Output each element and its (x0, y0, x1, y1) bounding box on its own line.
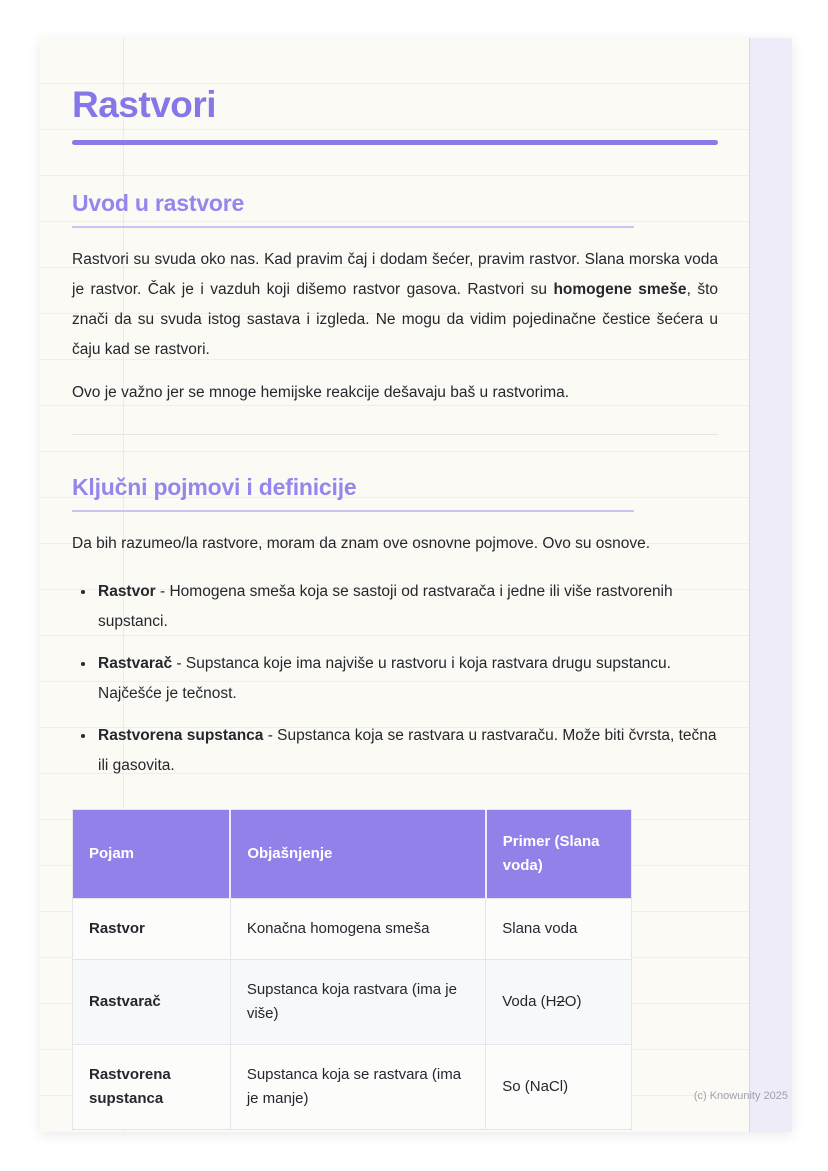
list-item (96, 649, 718, 709)
section-heading-uvod: Uvod u rastvore (72, 190, 245, 216)
table-cell-desc: Konačna homogena smeša (230, 899, 485, 960)
importance-paragraph: Ovo je važno jer se mnoge hemijske reakcije dešavaju baš u rastvorima. (72, 384, 570, 401)
table-row (73, 899, 632, 960)
table-cell-desc: Supstanca koja rastvara (ima je više) (230, 960, 485, 1045)
definitions-table (72, 809, 632, 1130)
term-definition: - Supstanca koja se rastvara u rastvaraču. Može biti čvrsta, tečna ili gasovita. (98, 727, 717, 774)
bold-term-homogene-smese: homogene smeše (553, 281, 687, 298)
table-row (73, 960, 632, 1045)
right-margin-band (749, 38, 792, 1132)
strikethrough-subscript: 2 (556, 993, 565, 1010)
term-label: Rastvarač (98, 655, 173, 672)
notes-page (40, 38, 792, 1132)
list-item (96, 721, 718, 781)
section-divider (72, 434, 718, 435)
table-cell-example: Slana voda (486, 899, 632, 960)
formula-text: Voda (H (502, 993, 557, 1010)
table-cell-example (486, 960, 632, 1045)
table-header-row (73, 810, 632, 899)
title-divider-rule (72, 140, 718, 145)
table-cell-term: Rastvarač (73, 960, 231, 1045)
intro-paragraph (72, 245, 718, 365)
table-row (73, 1045, 632, 1130)
formula-text: O) (564, 993, 582, 1010)
page-title: Rastvori (72, 84, 217, 125)
definitions-list (72, 577, 718, 781)
term-label: Rastvorena supstanca (98, 727, 264, 744)
table-header-objasnjenje: Objašnjenje (230, 810, 485, 899)
paragraph-text: , što znači da su svuda istog sastava i izgleda. Ne mogu da vidim pojedinačne čestice šećera u čaju kad se rastvori. (72, 281, 718, 358)
section-heading-pojmovi: Ključni pojmovi i definicije (72, 474, 357, 500)
table-header-pojam: Pojam (73, 810, 231, 899)
definitions-intro-paragraph: Da bih razumeo/la rastvore, moram da znam ove osnovne pojmove. Ovo su osnove. (72, 535, 651, 552)
table-cell-desc: Supstanca koja se rastvara (ima je manje) (230, 1045, 485, 1130)
copyright-footer: (c) Knowunity 2025 (693, 1090, 788, 1102)
paragraph-text: Rastvori su svuda oko nas. Kad pravim čaj i dodam šećer, pravim rastvor. Slana morska voda je rastvor. Čak je i vazduh koji dišemo rastvor gasova. Rastvori su (72, 251, 718, 298)
table-cell-term: Rastvor (73, 899, 231, 960)
term-label: Rastvor (98, 583, 156, 600)
section-heading-underline (72, 510, 634, 512)
term-definition: - Homogena smeša koja se sastoji od rastvarača i jedne ili više rastvorenih supstanci. (98, 583, 673, 630)
section-heading-underline (72, 226, 634, 228)
table-cell-example: So (NaCl) (486, 1045, 632, 1130)
table-header-primer: Primer (Slana voda) (486, 810, 632, 899)
page-content (72, 38, 718, 1130)
table-cell-term: Rastvorena supstanca (73, 1045, 231, 1130)
list-item (96, 577, 718, 637)
term-definition: - Supstanca koje ima najviše u rastvoru i koja rastvara drugu supstancu. Najčešće je tečnost. (98, 655, 671, 702)
